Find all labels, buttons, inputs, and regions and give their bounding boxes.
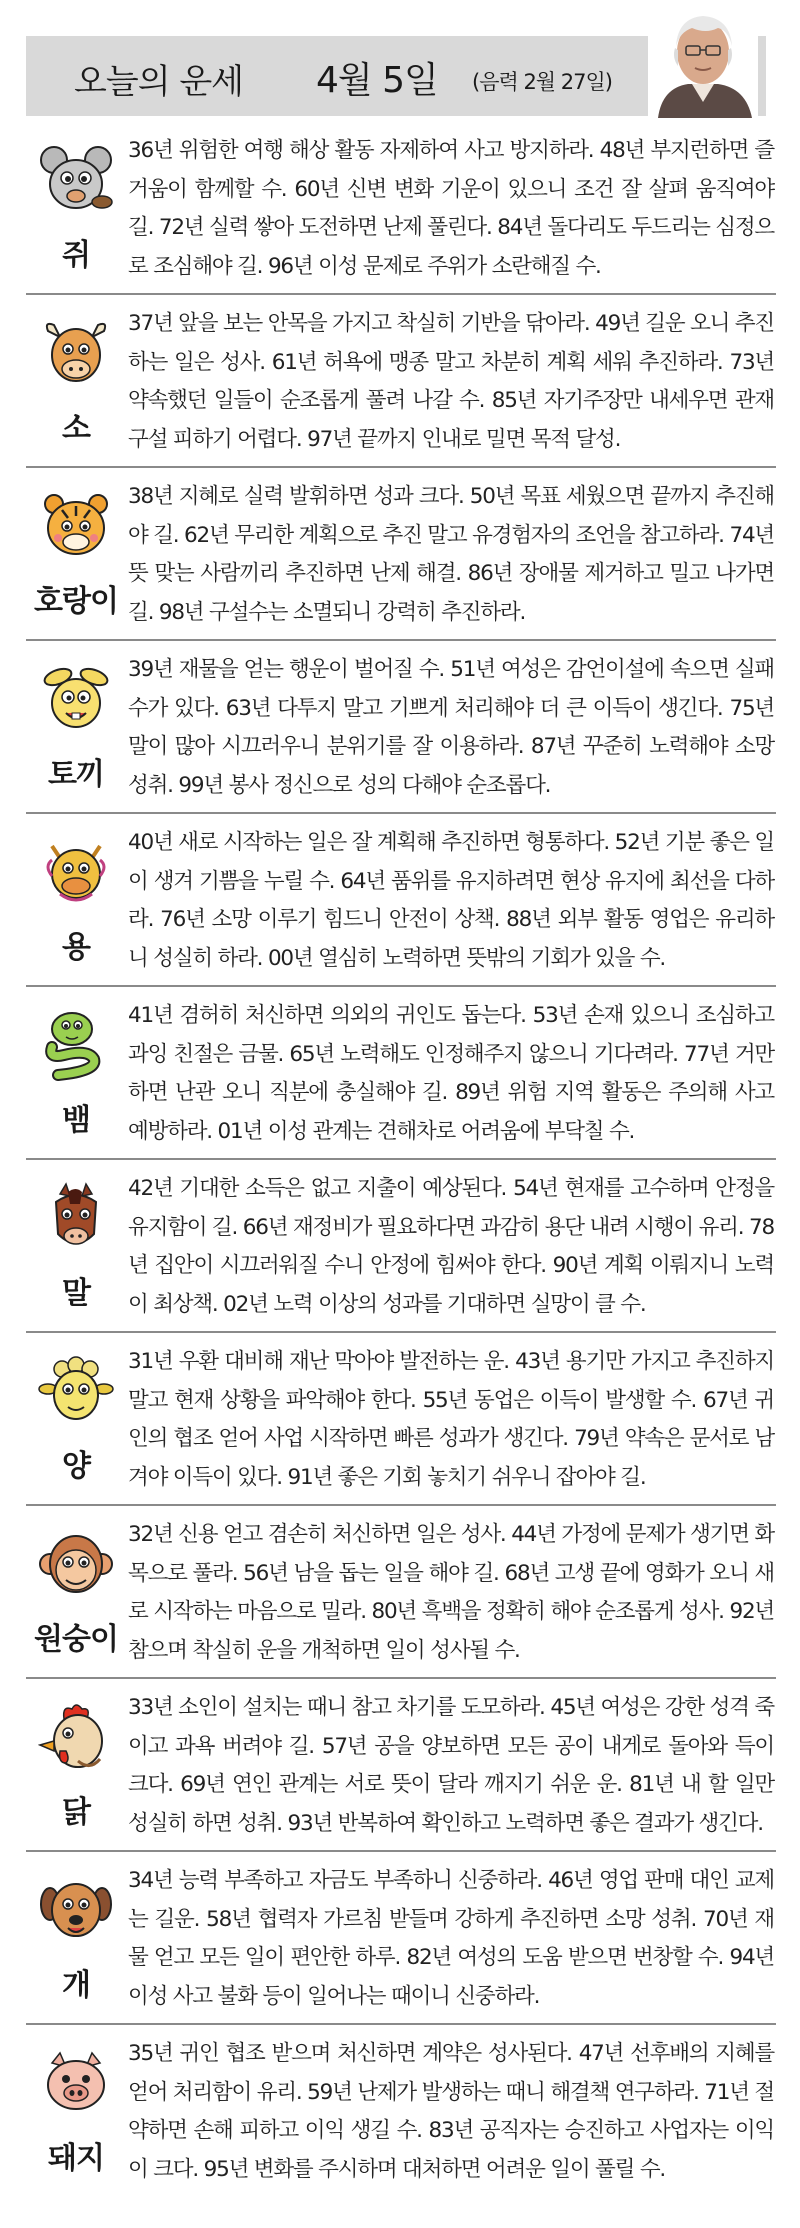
date-label: 4월 5일 bbox=[316, 60, 438, 101]
zodiac-name: 개 bbox=[62, 1968, 90, 2003]
zodiac-name: 용 bbox=[62, 930, 90, 965]
fortune-text: 42년 기대한 소득은 없고 지출이 예상된다. 54년 현재를 고수하며 안정을 유지함이 길. 66년 재정비가 필요하다면 과감히 용단 내려 시행이 유리. 78년 집안이 시끄러워질 수니 안정에 힘써야 한다. 90년 계획 이뤄지니 노력이 최상책. 02년 노력 이상의 성과를 기대하면 실망이 클 수. bbox=[128, 1176, 774, 1317]
fortune-text: 32년 신용 얻고 겸손히 처신하면 일은 성사. 44년 가정에 문제가 생기면 화목으로 풀라. 56년 남을 돕는 일을 해야 길. 68년 고생 끝에 영화가 오니 새로 시작하는 마음으로 밀라. 80년 흑백을 정확히 해야 순조롭게 성사. 92년 참으며 착실히 운을 개척하면 일이 성사될 수. bbox=[128, 1522, 774, 1663]
fortune-text: 33년 소인이 설치는 때니 참고 차기를 도모하라. 45년 여성은 강한 성격 죽이고 과욕 버려야 길. 57년 공을 양보하면 모든 공이 내게로 돌아와 득이 크다. 69년 연인 관계는 서로 뜻이 달라 깨지기 쉬운 운. 81년 내 할 일만 성실히 하면 성취. 93년 반복하여 확인하고 노력하면 좋은 결과가 생긴다. bbox=[128, 1695, 774, 1836]
zodiac-name: 소 bbox=[62, 411, 90, 446]
zodiac-row-horse bbox=[26, 1160, 776, 1333]
fortune-text: 36년 위험한 여행 해상 활동 자제하여 사고 방지하라. 48년 부지런하면 즐거움이 함께할 수. 60년 신변 변화 기운이 있으니 조건 잘 살펴 움직여야 길. 72년 실력 쌓아 도전하면 난제 풀린다. 84년 돌다리도 두드리는 심정으로 조심해야 길. 96년 이성 문제로 주위가 소란해질 수. bbox=[128, 138, 774, 279]
sheep-icon bbox=[38, 1355, 114, 1427]
monkey-icon bbox=[38, 1528, 114, 1600]
zodiac-name: 토끼 bbox=[48, 757, 104, 792]
zodiac-name: 원숭이 bbox=[34, 1622, 118, 1657]
zodiac-name: 뱀 bbox=[62, 1103, 90, 1138]
fortune-text: 37년 앞을 보는 안목을 가지고 착실히 기반을 닦아라. 49년 길운 오니 추진하는 일은 성사. 61년 허욕에 맹종 말고 차분히 계획 세워 추진하라. 73년 약속했던 일들이 순조롭게 풀려 나갈 수. 85년 자기주장만 내세우면 관재구설 피하기 어렵다. 97년 끝까지 인내로 밀면 목적 달성. bbox=[128, 311, 774, 452]
zodiac-name: 말 bbox=[62, 1276, 90, 1311]
fortune-text: 40년 새로 시작하는 일은 잘 계획해 추진하면 형통하다. 52년 기분 좋은 일이 생겨 기쁨을 누릴 수. 64년 품위를 유지하려면 현상 유지에 최선을 다하라. 76년 소망 이루기 힘드니 안전이 상책. 88년 외부 활동 영업은 유리하니 성실히 하라. 00년 열심히 노력하면 뜻밖의 기회가 있을 수. bbox=[128, 830, 774, 971]
zodiac-name: 양 bbox=[62, 1449, 90, 1484]
fortune-text: 39년 재물을 얻는 행운이 벌어질 수. 51년 여성은 감언이설에 속으면 실패 수가 있다. 63년 다투지 말고 기쁘게 처리해야 더 큰 이득이 생긴다. 75년 말이 많아 시끄러우니 분위기를 잘 이용하라. 87년 꾸준히 노력해야 소망 성취. 99년 봉사 정신으로 성의 다해야 순조롭다. bbox=[128, 657, 774, 798]
rabbit-icon bbox=[38, 663, 114, 735]
dog-icon bbox=[38, 1874, 114, 1946]
zodiac-row-monkey bbox=[26, 1506, 776, 1679]
zodiac-name: 호랑이 bbox=[34, 584, 118, 619]
snake-icon bbox=[38, 1009, 114, 1081]
zodiac-row-tiger bbox=[26, 468, 776, 641]
fortune-text: 31년 우환 대비해 재난 막아야 발전하는 운. 43년 용기만 가지고 추진하지 말고 현재 상황을 파악해야 한다. 55년 동업은 이득이 발생할 수. 67년 귀인의 협조 얻어 사업 시작하면 빠른 성과가 생긴다. 79년 약속은 문서로 남겨야 이득이 있다. 91년 좋은 기회 놓치기 쉬우니 잡아야 길. bbox=[128, 1349, 774, 1490]
zodiac-name: 닭 bbox=[62, 1795, 90, 1830]
horse-icon bbox=[38, 1182, 114, 1254]
pig-icon bbox=[38, 2047, 114, 2119]
zodiac-row-rooster bbox=[26, 1679, 776, 1852]
zodiac-row-rat bbox=[26, 122, 776, 295]
tiger-icon bbox=[38, 490, 114, 562]
zodiac-row-ox bbox=[26, 295, 776, 468]
fortune-text: 34년 능력 부족하고 자금도 부족하니 신중하라. 46년 영업 판매 대인 교제는 길운. 58년 협력자 가르침 받들며 강하게 추진하면 소망 성취. 70년 재물 얻고 모든 일이 편안한 하루. 82년 여성의 도움 받으면 번창할 수. 94년 이성 사고 불화 등이 일어나는 때이니 신중하라. bbox=[128, 1868, 774, 2009]
ox-icon bbox=[38, 317, 114, 389]
page-title: 오늘의 운세 bbox=[74, 62, 244, 102]
zodiac-row-dog bbox=[26, 1852, 776, 2025]
zodiac-row-rabbit bbox=[26, 641, 776, 814]
zodiac-row-dragon bbox=[26, 814, 776, 987]
zodiac-name: 돼지 bbox=[48, 2141, 104, 2176]
dragon-icon bbox=[38, 836, 114, 908]
fortune-text: 41년 겸허히 처신하면 의외의 귀인도 돕는다. 53년 손재 있으니 조심하고 과잉 친절은 금물. 65년 노력해도 인정해주지 않으니 기다려라. 77년 거만하면 난관 오니 직분에 충실해야 길. 89년 위험 지역 활동은 주의해 사고 예방하라. 01년 이성 관계는 견해차로 어려움에 부닥칠 수. bbox=[128, 1003, 774, 1144]
zodiac-row-sheep bbox=[26, 1333, 776, 1506]
zodiac-row-pig bbox=[26, 2025, 776, 2198]
rooster-icon bbox=[38, 1701, 114, 1773]
zodiac-list bbox=[26, 122, 776, 2198]
lunar-date-label: (음력 2월 27일) bbox=[472, 70, 612, 94]
rat-icon bbox=[38, 144, 114, 216]
fortune-text: 38년 지혜로 실력 발휘하면 성과 크다. 50년 목표 세웠으면 끝까지 추진해야 길. 62년 무리한 계획으로 추진 말고 유경험자의 조언을 참고하라. 74년 뜻 맞는 사람끼리 추진하면 난제 해결. 86년 장애물 제거하고 밀고 나가면 길. 98년 구설수는 소멸되니 강력히 추진하라. bbox=[128, 484, 774, 625]
author-portrait bbox=[648, 6, 758, 118]
fortune-text: 35년 귀인 협조 받으며 처신하면 계약은 성사된다. 47년 선후배의 지혜를 얻어 처리함이 유리. 59년 난제가 발생하는 때니 해결책 연구하라. 71년 절약하면 손해 피하고 이익 생길 수. 83년 공직자는 승진하고 사업자는 이익이 크다. 95년 변화를 주시하며 대처하면 어려운 일이 풀릴 수. bbox=[128, 2041, 774, 2182]
zodiac-row-snake bbox=[26, 987, 776, 1160]
zodiac-name: 쥐 bbox=[62, 238, 90, 273]
